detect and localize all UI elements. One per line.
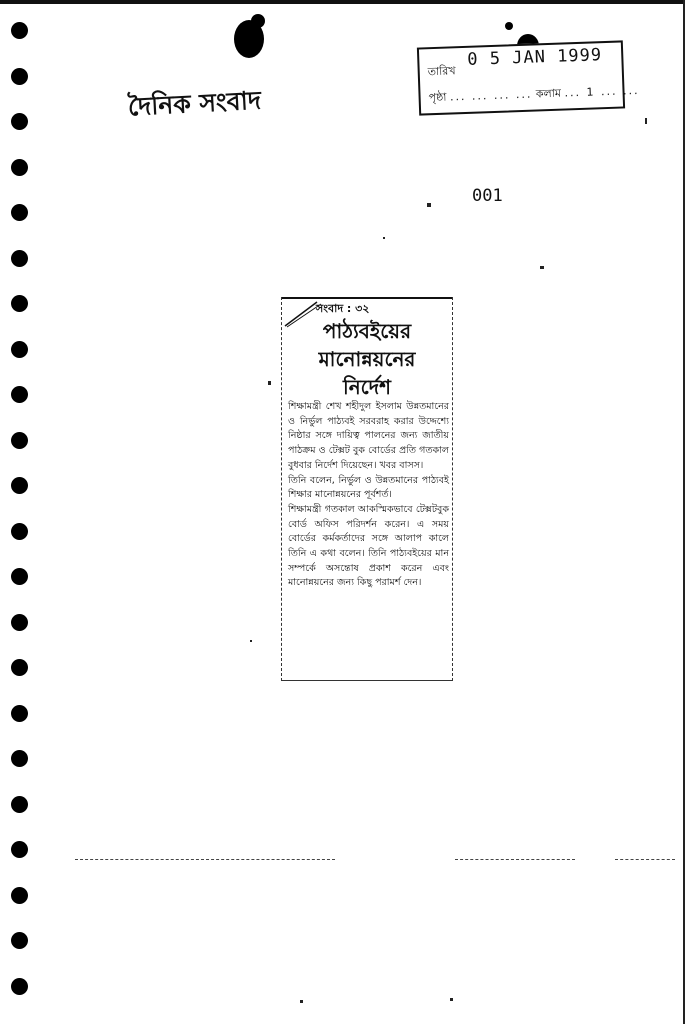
stamp-page-label: পৃষ্ঠা <box>428 90 447 105</box>
binder-hole <box>11 250 28 267</box>
scan-speck <box>427 203 431 207</box>
scan-speck <box>383 237 385 239</box>
headline-line: পাঠ্যবইয়ের <box>322 319 412 343</box>
scan-dash-line <box>455 859 575 860</box>
binder-hole <box>11 841 28 858</box>
binder-hole <box>11 477 28 494</box>
scan-speck <box>250 640 252 642</box>
clipping-body <box>288 400 449 591</box>
clipping-top-rule <box>282 297 452 299</box>
date-stamp <box>417 40 640 115</box>
binder-hole <box>11 22 28 39</box>
body-paragraph: শিক্ষামন্ত্রী গতকাল আকস্মিকভাবে টেক্সটবুক বোর্ড অফিস পরিদর্শন করেন। এ সময় বোর্ডের কর্মকর্তাদের সঙ্গে আলাপ কালে তিনি এ কথা বলেন। তিনি পাঠ্যবইয়ের মান সম্পর্কে অসন্তোষ প্রকাশ করেন এবং মানোন্নয়নের জন্য কিছু পরামর্শ দেন। <box>288 503 449 589</box>
scan-dash-line <box>615 859 675 860</box>
binder-hole <box>11 386 28 403</box>
binder-hole <box>11 750 28 767</box>
binder-hole <box>11 614 28 631</box>
stamp-page-dots: ... ... ... ... <box>449 87 533 104</box>
headline-line: নির্দেশ <box>342 375 392 399</box>
binder-hole <box>11 341 28 358</box>
binder-hole <box>11 932 28 949</box>
binder-hole <box>11 523 28 540</box>
newspaper-name: দৈনিক সংবাদ <box>127 85 262 122</box>
scan-speck <box>540 266 544 269</box>
binder-hole <box>11 113 28 130</box>
binder-hole <box>11 204 28 221</box>
binder-hole <box>11 887 28 904</box>
stamp-column-value: ... 1 ... ... <box>564 83 640 100</box>
headline-line: মানোন্নয়নের <box>318 347 416 371</box>
newspaper-clipping <box>281 297 453 681</box>
stamp-page-row <box>428 82 639 108</box>
binder-hole <box>11 568 28 585</box>
binder-hole <box>11 705 28 722</box>
binder-hole <box>11 432 28 449</box>
scan-speck <box>268 381 271 385</box>
binder-hole <box>11 659 28 676</box>
clipping-headline <box>282 317 452 401</box>
scan-speck <box>300 1000 303 1003</box>
ink-blot <box>251 14 265 28</box>
binder-hole <box>11 978 28 995</box>
binder-hole <box>11 796 28 813</box>
body-paragraph: তিনি বলেন, নির্ভুল ও উন্নতমানের পাঠ্যবই শিক্ষার মানোন্নয়নের পূর্বশর্ত। <box>288 474 449 501</box>
binder-holes <box>11 22 33 1022</box>
binder-hole <box>11 295 28 312</box>
scan-dash-line <box>75 859 335 860</box>
stamp-date-value: 0 5 JAN 1999 <box>466 45 603 70</box>
binder-hole <box>11 68 28 85</box>
stamp-column-label: কলাম <box>535 86 562 101</box>
clipping-source-label: সংবাদ : ৩২ <box>316 302 370 315</box>
scan-top-edge <box>0 0 685 4</box>
pen-slash-mark <box>283 300 343 328</box>
binder-hole <box>11 159 28 176</box>
stamp-date-label: তারিখ <box>427 64 456 79</box>
ink-blot <box>505 22 513 30</box>
reference-number: 001 <box>472 186 503 206</box>
scan-speck <box>645 118 647 124</box>
body-paragraph: শিক্ষামন্ত্রী শেখ শহীদুল ইসলাম উন্নতমানের ও নির্ভুল পাঠ্যবই সরবরাহ করার উদ্দেশ্যে নিষ্ঠার সঙ্গে দায়িত্ব পালনের জন্য জাতীয় পাঠক্রম ও টেক্সট বুক বোর্ডের প্রতি গতকাল বুধবার নির্দেশ দিয়েছেন। খবর বাসস। <box>288 401 449 471</box>
scan-speck <box>450 998 453 1001</box>
